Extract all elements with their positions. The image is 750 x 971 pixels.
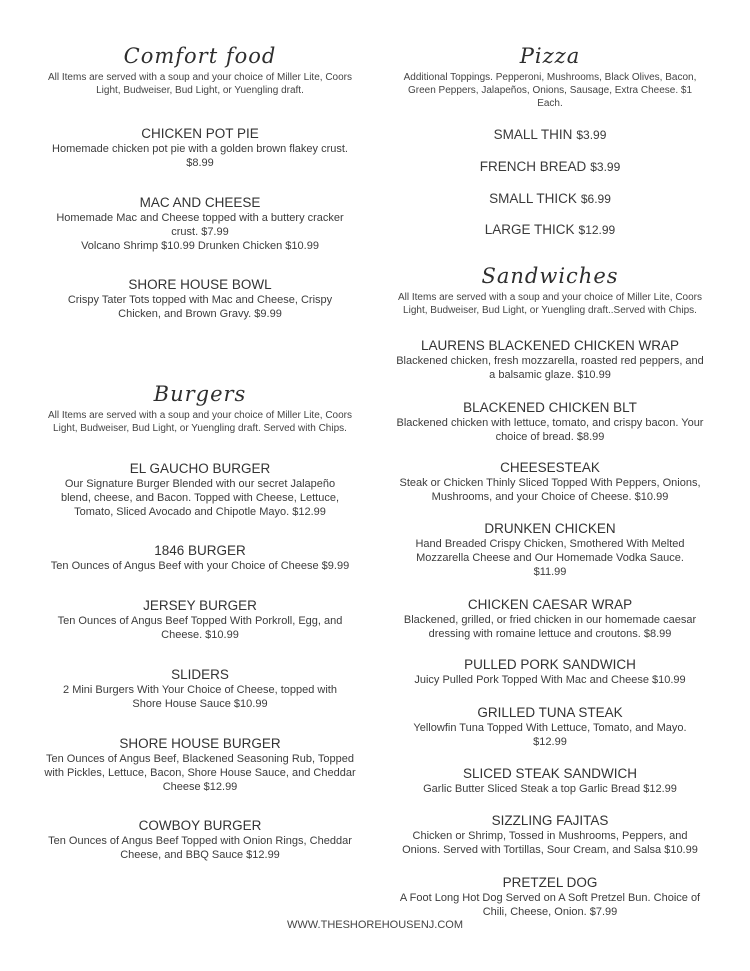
menu-item-description: Hand Breaded Crispy Chicken, Smothered With Melted (415, 538, 685, 550)
menu-item (370, 705, 730, 749)
menu-item-description: $12.99 (533, 736, 567, 748)
menu-item-description: Garlic Butter Sliced Steak a top Garlic Bread $12.99 (423, 783, 677, 795)
section-note (20, 71, 380, 97)
menu-item (370, 222, 730, 238)
menu-item-description: Ten Ounces of Angus Beef, Blackened Seasoning Rub, Topped (45, 753, 355, 765)
menu-item-description: Yellowfin Tuna Topped With Lettuce, Tomato, and Mayo. (413, 722, 687, 734)
menu-item-description: Chili, Cheese, Onion. $7.99 (482, 906, 618, 918)
menu-item-description: Our Signature Burger Blended with our secret Jalapeño (64, 478, 336, 490)
menu-item (20, 598, 380, 642)
pizza-size-name: FRENCH BREAD (479, 159, 587, 174)
pizza-size-row (370, 191, 730, 207)
section-header (370, 264, 730, 317)
section-title: Sandwiches (481, 264, 619, 288)
menu-item-description: 2 Mini Burgers With Your Choice of Cheese, topped with (63, 684, 337, 696)
menu-item-description: Tomato, Sliced Avocado and Chipotle Mayo. $12.99 (74, 506, 326, 518)
menu-item-title: 1846 BURGER (154, 543, 246, 558)
menu-item-title: EL GAUCHO BURGER (129, 461, 271, 476)
section-title: Comfort food (123, 44, 277, 68)
menu-item-description: Chicken or Shrimp, Tossed in Mushrooms, Peppers, and (412, 830, 688, 842)
menu-item-description: Onions. Served with Tortillas, Sour Cream, and Salsa $10.99 (402, 844, 698, 856)
menu-item-description: Ten Ounces of Angus Beef with your Choice of Cheese $9.99 (50, 560, 350, 572)
menu-item-title: LAURENS BLACKENED CHICKEN WRAP (420, 338, 680, 353)
menu-item-title: SHORE HOUSE BURGER (119, 736, 281, 751)
menu-item-description: Ten Ounces of Angus Beef Topped with Onion Rings, Cheddar (48, 835, 352, 847)
menu-item (370, 521, 730, 579)
menu-item-title: CHEESESTEAK (500, 460, 600, 475)
pizza-size-row (370, 127, 730, 143)
menu-item-description: Crispy Tater Tots topped with Mac and Cheese, Crispy (67, 294, 333, 306)
menu-item-description: Cheese, and BBQ Sauce $12.99 (120, 849, 280, 861)
menu-item (20, 667, 380, 711)
note-line: All Items are served with a soup and your choice of Miller Lite, Coors (47, 72, 353, 83)
section-note (370, 71, 730, 110)
menu-item-description: Cheese. $10.99 (161, 629, 239, 641)
menu-item (370, 338, 730, 382)
menu-item-title: DRUNKEN CHICKEN (484, 521, 616, 536)
note-line: Light, Budweiser, Bud Light, or Yuengling draft..Served with Chips. (403, 305, 697, 316)
menu-item-title: PULLED PORK SANDWICH (464, 657, 636, 672)
menu-item-description: Blackened chicken with lettuce, tomato, and crispy bacon. Your (396, 417, 704, 429)
menu-item-description: Homemade Mac and Cheese topped with a buttery cracker (56, 212, 344, 224)
menu-item-title: BLACKENED CHICKEN BLT (463, 400, 637, 415)
section-header (370, 44, 730, 110)
pizza-size-name: SMALL THIN (493, 127, 573, 142)
section-header (20, 382, 380, 435)
pizza-size-name: SMALL THICK (489, 191, 577, 206)
menu-item-description: with Pickles, Lettuce, Bacon, Shore House Sauce, and Cheddar (44, 767, 356, 779)
menu-item-description: Volcano Shrimp $10.99 Drunken Chicken $10.99 (81, 240, 319, 252)
menu-item-title: JERSEY BURGER (143, 598, 257, 613)
menu-item (370, 191, 730, 207)
note-line: All Items are served with a soup and your choice of Miller Lite, Coors (397, 292, 703, 303)
menu-item (20, 126, 380, 170)
section-header (20, 44, 380, 97)
menu-item (370, 460, 730, 504)
menu-item-title: MAC AND CHEESE (139, 195, 261, 210)
menu-item (20, 736, 380, 794)
menu-item-title: CHICKEN CAESAR WRAP (467, 597, 633, 612)
menu-item-description: Mozzarella Cheese and Our Homemade Vodka Sauce. (416, 552, 684, 564)
menu-item-description: crust. $7.99 (171, 226, 229, 238)
note-line: Additional Toppings. Pepperoni, Mushrooms, Black Olives, Bacon, (403, 72, 697, 83)
menu-item-title: COWBOY BURGER (138, 818, 262, 833)
pizza-price: $3.99 (590, 160, 621, 174)
menu-item-description: Chicken, and Brown Gravy. $9.99 (118, 308, 282, 320)
menu-item (370, 159, 730, 175)
pizza-size-row (370, 159, 730, 175)
website-url: WWW.THESHOREHOUSENJ.COM (287, 919, 463, 931)
menu-item-title: SLICED STEAK SANDWICH (462, 766, 638, 781)
note-line: Light, Budweiser, Bud Light, or Yuengling draft. Served with Chips. (53, 423, 347, 434)
menu-item-description: A Foot Long Hot Dog Served on A Soft Pretzel Bun. Choice of (399, 892, 701, 904)
menu-item-description: Homemade chicken pot pie with a golden brown flakey crust. (52, 143, 348, 155)
menu-item (370, 657, 730, 687)
menu-item-description: Ten Ounces of Angus Beef Topped With Porkroll, Egg, and (57, 615, 343, 627)
menu-item (20, 277, 380, 321)
menu-item-title: SLIDERS (171, 667, 229, 682)
menu-item-description: Blackened, grilled, or fried chicken in our homemade caesar (403, 614, 697, 626)
pizza-price: $12.99 (578, 223, 616, 237)
menu-item-title: SIZZLING FAJITAS (491, 813, 609, 828)
menu-item-description: Blackened chicken, fresh mozzarella, roasted red peppers, and (396, 355, 704, 367)
note-line: Green Peppers, Jalapeños, Onions, Sausage, Extra Cheese. $1 (407, 85, 693, 96)
menu-item-description: Shore House Sauce $10.99 (132, 698, 268, 710)
pizza-price: $6.99 (580, 192, 611, 206)
menu-item (20, 195, 380, 253)
section-note (20, 409, 380, 435)
menu-item (20, 818, 380, 862)
pizza-size-row (370, 222, 730, 238)
menu-item (370, 813, 730, 857)
pizza-size-name: LARGE THICK (484, 222, 575, 237)
menu-item-description: Steak or Chicken Thinly Sliced Topped With Peppers, Onions, (399, 477, 701, 489)
menu-item (20, 543, 380, 573)
note-line: Each. (537, 98, 563, 109)
menu-item-title: PRETZEL DOG (502, 875, 598, 890)
menu-item (370, 597, 730, 641)
section-title: Pizza (519, 44, 581, 68)
section-note (370, 291, 730, 317)
menu-item-title: SHORE HOUSE BOWL (128, 277, 272, 292)
menu-item-description: Mushrooms, and your Choice of Cheese. $10.99 (431, 491, 669, 503)
menu-item (370, 766, 730, 796)
menu-item-description: $11.99 (533, 566, 567, 578)
menu-item (20, 461, 380, 519)
menu-item-description: Juicy Pulled Pork Topped With Mac and Cheese $10.99 (414, 674, 686, 686)
section-title: Burgers (153, 382, 247, 406)
menu-item-description: choice of bread. $8.99 (495, 431, 605, 443)
menu-item (370, 875, 730, 919)
pizza-price: $3.99 (576, 128, 607, 142)
menu-item-description: $8.99 (186, 157, 214, 169)
menu-item-description: blend, cheese, and Bacon. Topped with Cheese, Lettuce, (60, 492, 340, 504)
menu-item-title: GRILLED TUNA STEAK (477, 705, 623, 720)
menu-item-description: a balsamic glaze. $10.99 (489, 369, 611, 381)
menu-item (370, 127, 730, 143)
menu-item-description: dressing with romaine lettuce and croutons. $8.99 (428, 628, 672, 640)
note-line: All Items are served with a soup and your choice of Miller Lite, Coors (47, 410, 353, 421)
note-line: Light, Budweiser, Bud Light, or Yuengling draft. (96, 85, 304, 96)
menu-item-description: Cheese $12.99 (162, 781, 238, 793)
menu-item-title: CHICKEN POT PIE (141, 126, 259, 141)
menu-item (370, 400, 730, 444)
